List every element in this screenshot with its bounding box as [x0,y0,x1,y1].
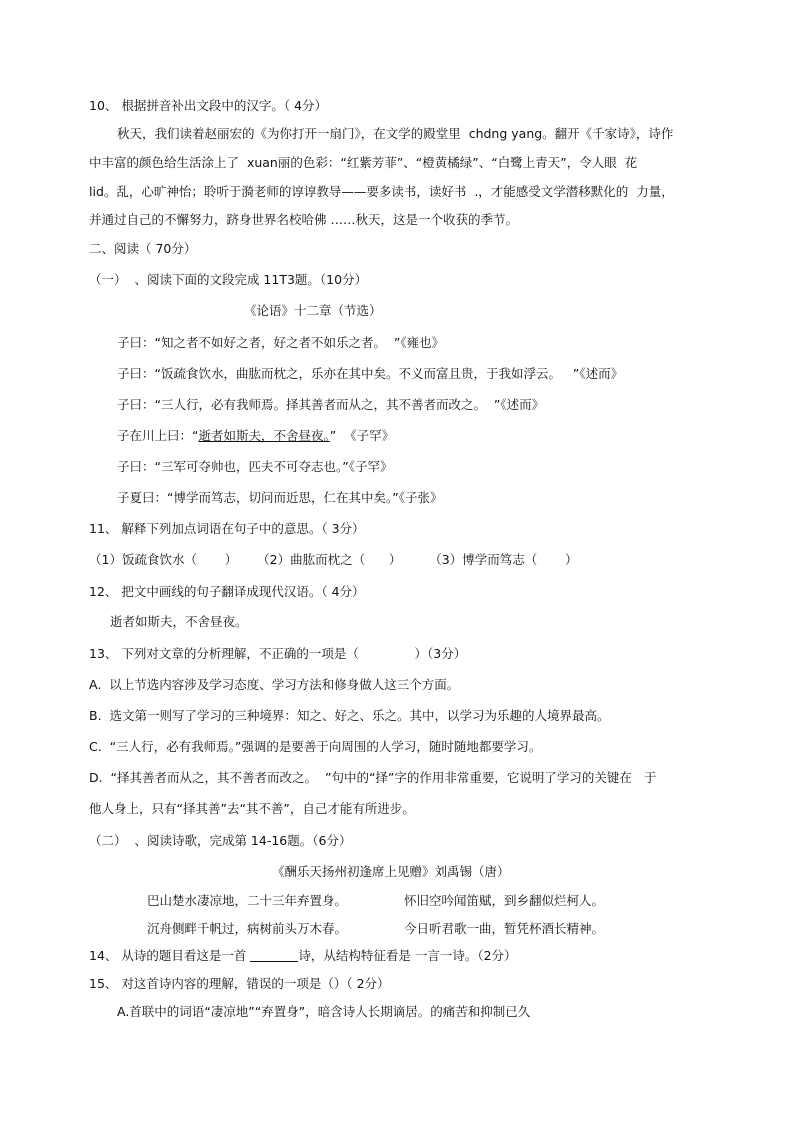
q10-passage-line-4: 并通过自己的不懈努力，跻身世界名校哈佛 ……秋天，这是一个收获的季节。 [89,212,518,227]
q13-heading: 13、 下列对文章的分析理解，不正确的一项是（ ）（3分） [89,646,467,661]
q10-passage-line-1: 秋天，我们读着赵丽宏的《为你打开一扇门》，在文学的殿堂里 chdng yang。翻开《千家诗》，诗作 [117,126,674,141]
analects-line-4-suffix: ” 《子罕》 [329,428,395,443]
analects-line-5: 子曰：“三军可夺帅也，匹夫不可夺志也。”《子罕》 [117,459,393,474]
section-heading-reading: 二、阅读（ 70分） [89,241,197,256]
q15-option-a: A.首联中的词语“凄凉地”“弃置身”，暗含诗人长期谪居。的痛苦和抑制已久 [117,1004,531,1019]
q11-heading: 11、 解释下列加点词语在句子中的意思。（ 3分） [89,521,365,536]
q13-option-a: A. 以上节选内容涉及学习态度、学习方法和修身做人这三个方面。 [89,677,460,692]
analects-line-6: 子夏曰：“博学而笃志，切问而近思，仁在其中矣。”《子张》 [117,490,443,505]
q15-heading: 15、 对这首诗内容的理解，错误的一项是（）（ 2分） [89,976,390,991]
q13-option-d-line-1: D. “择其善者而从之，其不善者而改之。 ”句中的“择”字的作用非常重要，它说明了学习的关键在 于 [89,770,657,785]
part1-heading: （一） 、阅读下面的文段完成 11T3题。（10分） [89,272,368,287]
underlined-sentence: 逝者如斯夫，不舍昼夜。 [198,428,330,443]
q14-prefix: 14、 从诗的题目看这是一首 [89,948,251,963]
q13-option-b: B. 选文第一则写了学习的三种境界：知之、好之、乐之。其中，以学习为乐趣的人境界最高。 [89,708,610,723]
analects-line-4-prefix: 子在川上曰：“ [117,428,199,443]
analects-line-4 [117,428,394,444]
part1-title: 《论语》十二章（节选） [244,303,382,318]
q14-suffix: 诗，从结构特征看是 一言一诗。（2分） [298,948,517,963]
poem-line-2b: 今日听君歌一曲，暂凭杯酒长精神。 [404,921,605,936]
poem-line-1b: 怀旧空吟闻笛赋，到乡翻似烂柯人。 [404,893,605,908]
part2-heading: （二） 、阅读诗歌，完成第 14-16题。（6分） [89,833,352,848]
q11-options: （1）饭疏食饮水（ ） （2）曲肱而枕之（ ） （3）博学而笃志（ ） [89,552,578,567]
q10-passage-line-2: 中丰富的颜色给生活涂上了 xuan丽的色彩：“红紫芳菲”、“橙黄橘绿”、“白鹭上青天”，令人眼 花 [89,155,638,170]
q13-option-c: C. “三人行，必有我师焉。”强调的是要善于向周围的人学习，随时随地都要学习。 [89,739,542,754]
q13-option-d-line-2: 他人身上，只有“择其善”去“其不善”，自己才能有所进步。 [89,801,415,816]
analects-line-2: 子曰：“饭疏食饮水，曲肱而枕之，乐亦在其中矣。不义而富且贵，于我如浮云。 ”《述而》 [117,366,624,381]
q10-heading: 10、 根据拼音补出文段中的汉字。（ 4分） [89,98,328,113]
q12-heading: 12、 把文中画线的句子翻译成现代汉语。（ 4分） [89,584,365,599]
poem-line-1a: 巴山楚水凄凉地，二十三年弃置身。 [147,893,348,908]
q14-line [89,948,517,964]
q10-passage-line-3: lid。乱，心旷神怡；聆听于漪老师的谆谆教导——要多读书，读好书 .，才能感受文学潜移默化的 力量， [89,184,674,199]
q12-sentence: 逝者如斯夫，不舍昼夜。 [110,614,248,629]
analects-line-3: 子曰：“三人行，必有我师焉。择其善者而从之，其不善者而改之。 ”《述而》 [117,397,545,412]
answer-blank [250,949,298,962]
poem-title: 《酬乐天扬州初逢席上见赠》刘禹锡（唐） [272,864,510,879]
poem-line-2a: 沉舟侧畔千帆过，病树前头万木春。 [147,921,348,936]
analects-line-1: 子曰：“知之者不如好之者，好之者不如乐之者。 ”《雍也》 [117,335,445,350]
